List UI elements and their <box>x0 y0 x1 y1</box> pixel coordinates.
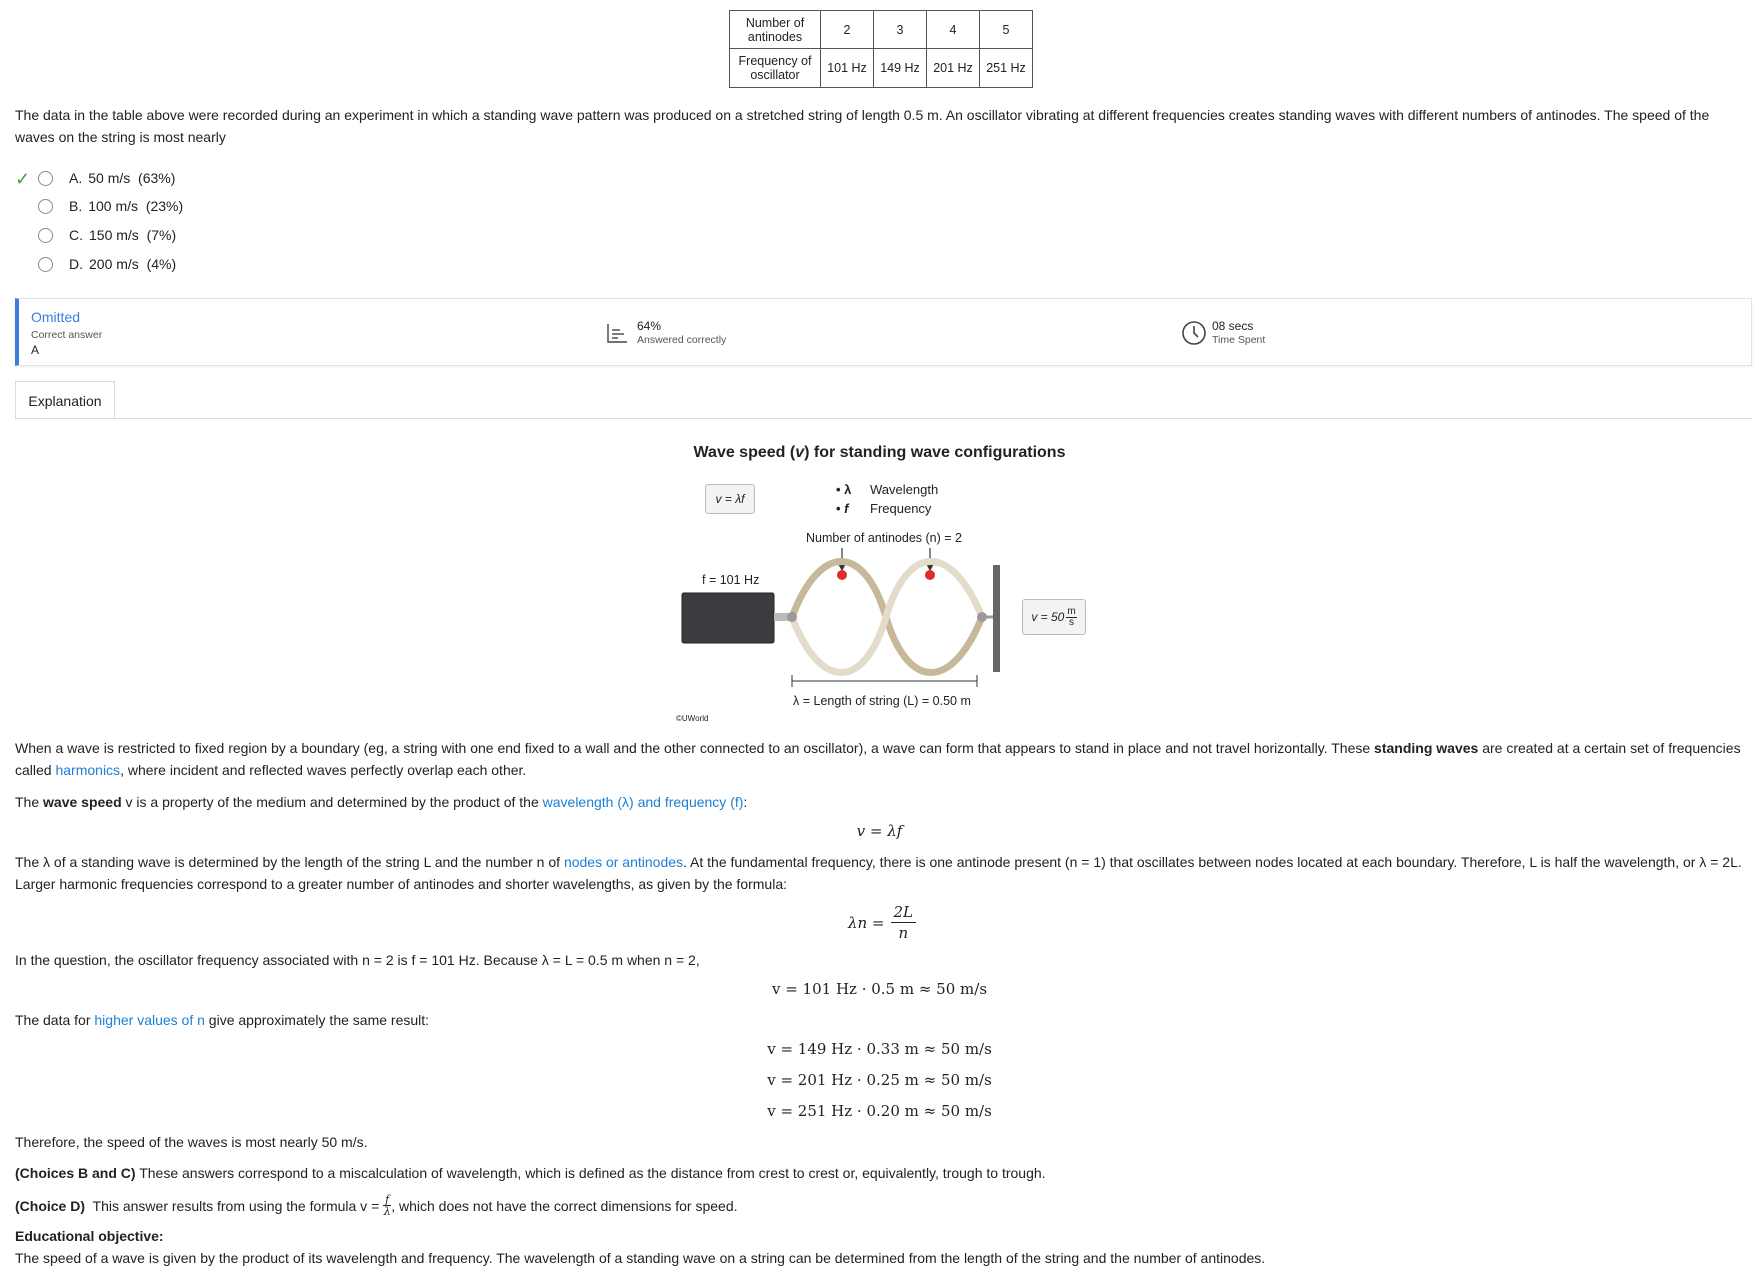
explanation-paragraph: In the question, the oscillator frequency associated with n = 2 is f = 101 Hz. Because λ = L = 0.5 m when n = 2, <box>15 952 700 968</box>
correct-answer-value: A <box>31 343 40 357</box>
percent-correct-value: 64% <box>637 319 662 333</box>
figure-title: Wave speed (v) for standing wave configurations <box>693 444 1066 461</box>
table-row-header: Number of antinodes <box>730 11 821 49</box>
radio-icon[interactable] <box>38 199 53 214</box>
correct-answer-label: Correct answer <box>31 329 103 341</box>
frequency-label: f = 101 Hz <box>702 573 760 587</box>
explanation-paragraph: Therefore, the speed of the waves is most nearly 50 m/s. <box>15 1134 368 1150</box>
table-cell: 3 <box>874 11 927 49</box>
choice-d[interactable]: D. 200 m/s (4%) <box>38 253 176 275</box>
equation: v = 149 Hz · 0.33 m ≈ 50 m/s <box>767 1040 992 1058</box>
explanation-paragraph: The wave speed v is a property of the medium and determined by the product of the wavelength (λ) and frequency (f): <box>15 794 748 810</box>
explanation-paragraph: The λ of a standing wave is determined by the length of the string L and the number n of nodes or antinodes. At the fundamental frequency, there is one antinode present (n = 1) that oscillates between nodes located at each boundary. Therefore, L is half the wavelength, or λ = 2L. Larger harmonic frequencies correspond to a greater number of antinodes and shorter wavelengths, as given by the formula: <box>15 854 1742 892</box>
result-stats-bar <box>15 298 1752 366</box>
speed-box: v = 50 m s <box>1022 599 1086 635</box>
equation: v = 101 Hz · 0.5 m ≈ 50 m/s <box>771 980 988 998</box>
equation: v = 201 Hz · 0.25 m ≈ 50 m/s <box>767 1071 992 1089</box>
table-row-header: Frequency of oscillator <box>730 49 821 88</box>
wavelength-frequency-link[interactable]: wavelength (λ) and frequency (f) <box>542 794 744 810</box>
explanation-paragraph: (Choice D) This answer results from using the formula v = $\frac{f}{\lambda}$ , which does not have the correct dimensions for speed. <box>15 1193 738 1218</box>
tab-divider <box>15 418 1752 419</box>
educational-objective-text: The speed of a wave is given by the product of its wavelength and frequency. The wavelength of a standing wave on a string can be determined from the length of the string and the number of antinodes. <box>15 1250 1266 1266</box>
choice-c[interactable]: C. 150 m/s (7%) <box>38 224 176 246</box>
radio-icon[interactable] <box>38 171 53 186</box>
equation: v = λf <box>856 822 903 840</box>
higher-values-link[interactable]: higher values of n <box>94 1012 205 1028</box>
antinode-label: Number of antinodes (n) = 2 <box>806 531 962 545</box>
table-cell: 101 Hz <box>821 49 874 88</box>
radio-icon[interactable] <box>38 228 53 243</box>
equation: v = 251 Hz · 0.20 m ≈ 50 m/s <box>767 1102 992 1120</box>
standing-wave-diagram <box>680 545 1010 705</box>
clock-icon <box>1181 320 1207 346</box>
time-spent-value: 08 secs <box>1212 319 1254 333</box>
harmonics-link[interactable]: harmonics <box>55 762 121 778</box>
copyright-label: ©UWorld <box>676 714 709 723</box>
nodes-antinodes-link[interactable]: nodes or antinodes <box>563 854 684 870</box>
choice-a[interactable]: A. 50 m/s (63%) <box>38 167 175 189</box>
checkmark-icon: ✓ <box>15 169 31 189</box>
data-table <box>729 10 1033 88</box>
table-cell: 4 <box>927 11 980 49</box>
educational-objective-title: Educational objective: <box>15 1228 164 1244</box>
formula-box: v = λf <box>705 484 755 514</box>
explanation-paragraph: (Choices B and C) These answers correspond to a miscalculation of wavelength, which is defined as the distance from crest to crest or, equivalently, trough to trough. <box>15 1165 1046 1181</box>
table-cell: 251 Hz <box>980 49 1033 88</box>
table-cell: 2 <box>821 11 874 49</box>
question-text: The data in the table above were recorded during an experiment in which a standing wave pattern was produced on a stretched string of length 0.5 m. An oscillator vibrating at different frequencies creates standing waves with different numbers of antinodes. The speed of the waves on the string is most nearly <box>15 107 1710 145</box>
table-cell: 5 <box>980 11 1033 49</box>
time-spent-label: Time Spent <box>1212 334 1266 346</box>
figure-legend: • λ Wavelength • f Frequency <box>836 482 939 516</box>
status-label: Omitted <box>31 309 81 325</box>
explanation-paragraph: When a wave is restricted to fixed region by a boundary (eg, a string with one end fixed to a wall and the other connected to an oscillator), a wave can form that appears to stand in place and not travel horizontally. These standing waves are created at a certain set of frequencies called harmonics, where incident and reflected waves perfectly overlap each other. <box>15 740 1741 778</box>
table-cell: 201 Hz <box>927 49 980 88</box>
table-cell: 149 Hz <box>874 49 927 88</box>
tab-explanation[interactable]: Explanation <box>15 381 115 419</box>
wavelength-formula: λn = $\frac{2L}{n}$ <box>848 902 916 943</box>
length-label: λ = Length of string (L) = 0.50 m <box>793 694 971 708</box>
percent-correct-label: Answered correctly <box>637 334 727 346</box>
explanation-paragraph: The data for higher values of n give approximately the same result: <box>15 1012 430 1028</box>
radio-icon[interactable] <box>38 257 53 272</box>
bar-chart-icon <box>606 322 628 344</box>
choice-b[interactable]: B. 100 m/s (23%) <box>38 195 183 217</box>
